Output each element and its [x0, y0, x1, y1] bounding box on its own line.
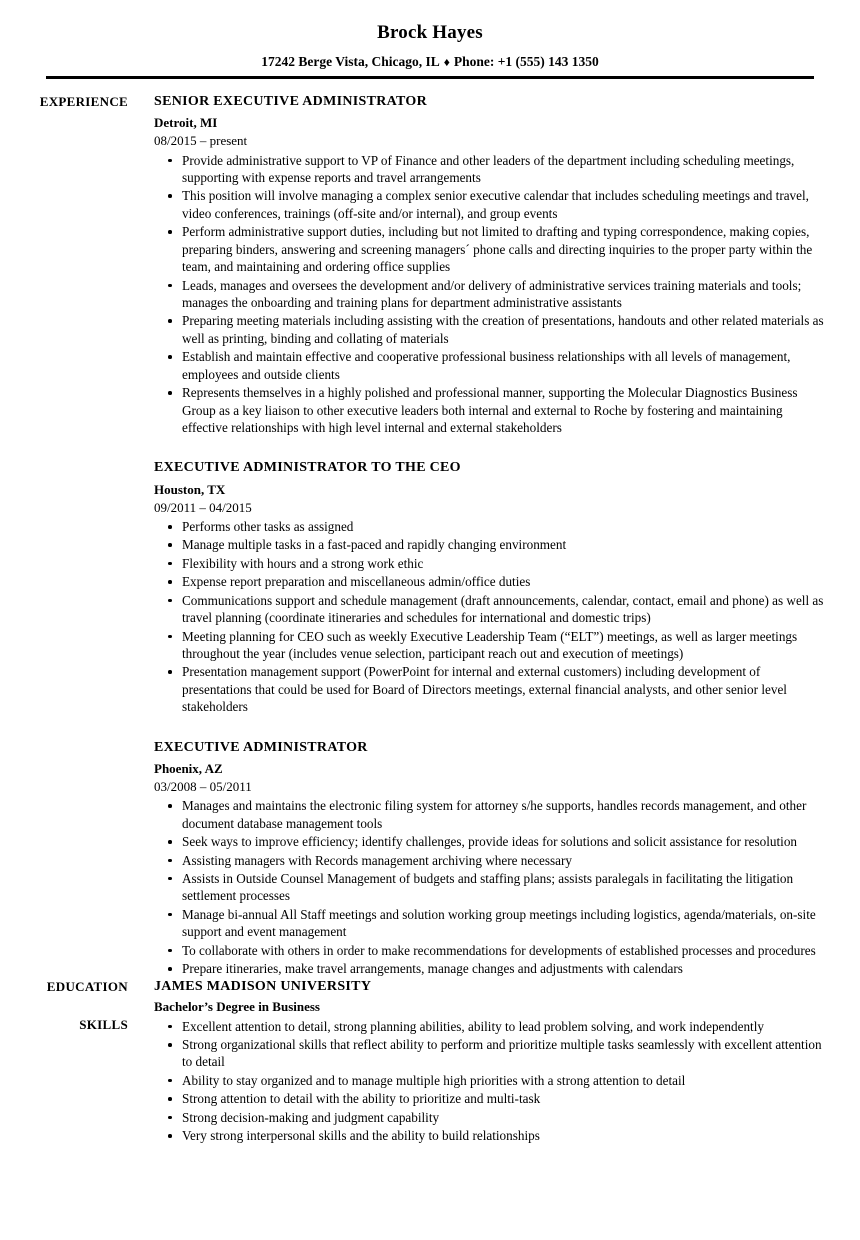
diamond-separator-icon: ♦	[443, 54, 450, 69]
job-location: Detroit, MI	[154, 115, 218, 131]
job-bullet: Meeting planning for CEO such as weekly Executive Leadership Team (“ELT”) meetings, as well as larger meetings throughout the year (includes venue selection, participant reach out and execution of meetings)	[154, 628, 824, 663]
job-entry	[154, 459, 824, 715]
section-education	[0, 978, 860, 1016]
job-bullet: Assists in Outside Counsel Management of budgets and staffing plans; assists paralegals in facilitating the litigation settlement processes	[154, 870, 824, 905]
header-divider	[46, 76, 814, 79]
job-bullet: Seek ways to improve efficiency; identify challenges, provide ideas for solutions and solicit assistance for resolution	[154, 833, 824, 850]
skills-body	[128, 1016, 860, 1145]
job-bullet: Represents themselves in a highly polished and professional manner, supporting the Molecular Diagnostics Business Group as a key liaison to other executive leaders both internal and external to Roche by fostering and maintaining effective relationships with high level internal and external stakeholders	[154, 384, 824, 436]
job-bullet: Flexibility with hours and a strong work ethic	[154, 555, 824, 572]
section-label-experience: EXPERIENCE	[39, 93, 128, 109]
job-title: EXECUTIVE ADMINISTRATOR TO THE CEO	[154, 460, 461, 476]
skill-bullet: Strong decision-making and judgment capability	[154, 1109, 824, 1126]
contact-line	[0, 54, 860, 70]
resume-header	[0, 0, 860, 79]
job-bullet: This position will involve managing a complex senior executive calendar that includes scheduling meetings and travel, video conferences, trainings (off-site and/or internal), and group events	[154, 187, 824, 222]
job-dates: 08/2015 – present	[154, 133, 248, 149]
experience-body	[128, 93, 860, 978]
job-bullet: Provide administrative support to VP of Finance and other leaders of the department including scheduling meetings, supporting with expense reports and travel arrangements	[154, 152, 824, 187]
resume-content	[0, 93, 860, 1145]
job-dates: 03/2008 – 05/2011	[154, 779, 252, 795]
contact-address: 17242 Berge Vista, Chicago, IL	[261, 53, 440, 69]
job-bullet-list	[154, 152, 824, 437]
education-body	[128, 978, 860, 1016]
job-bullet: Establish and maintain effective and cooperative professional business relationships with all levels of management, employees and outside clients	[154, 348, 824, 383]
job-location: Houston, TX	[154, 481, 226, 497]
candidate-name: Brock Hayes	[377, 22, 483, 43]
job-bullet: To collaborate with others in order to make recommendations for developments of established processes and procedures	[154, 942, 824, 959]
section-experience	[0, 93, 860, 978]
job-bullet: Preparing meeting materials including assisting with the creation of presentations, handouts and other related materials as well as printing, binding and collating of materials	[154, 312, 824, 347]
job-entry	[154, 93, 824, 436]
job-dates: 09/2011 – 04/2015	[154, 499, 252, 515]
job-title: SENIOR EXECUTIVE ADMINISTRATOR	[154, 93, 427, 109]
job-bullet: Assisting managers with Records management archiving where necessary	[154, 852, 824, 869]
job-bullet: Communications support and schedule management (draft announcements, calendar, contact, email and phone) as well as travel planning (coordinate itineraries and schedules for international and domestic trips)	[154, 592, 824, 627]
job-bullet: Prepare itineraries, make travel arrangements, manage changes and adjustments with calendars	[154, 960, 824, 977]
job-entry	[154, 739, 824, 978]
job-bullet: Leads, manages and oversees the development and/or delivery of administrative services training materials and tools; manages the onboarding and training plans for department administrative assistants	[154, 277, 824, 312]
job-location: Phoenix, AZ	[154, 761, 223, 777]
job-bullet-list	[154, 518, 824, 716]
job-bullet: Manages and maintains the electronic filing system for attorney s/he supports, handles records management, and other document database management tools	[154, 797, 824, 832]
job-bullet: Expense report preparation and miscellaneous admin/office duties	[154, 573, 824, 590]
skill-bullet: Very strong interpersonal skills and the ability to build relationships	[154, 1127, 824, 1144]
job-bullet-list	[154, 797, 824, 977]
skills-bullet-list	[154, 1018, 824, 1145]
skill-bullet: Strong attention to detail with the ability to prioritize and multi-task	[154, 1090, 824, 1107]
section-label-skills: SKILLS	[79, 1016, 128, 1032]
education-degree: Bachelor’s Degree in Business	[154, 998, 320, 1014]
job-bullet: Manage bi-annual All Staff meetings and solution working group meetings including logistics, agenda/materials, on-site support and event management	[154, 906, 824, 941]
skill-bullet: Strong organizational skills that reflect ability to perform and prioritize multiple tasks seamlessly with excellent attention to detail	[154, 1036, 824, 1071]
job-title: EXECUTIVE ADMINISTRATOR	[154, 739, 368, 755]
job-bullet: Performs other tasks as assigned	[154, 518, 824, 535]
contact-phone: Phone: +1 (555) 143 1350	[453, 53, 599, 69]
job-bullet: Manage multiple tasks in a fast-paced and rapidly changing environment	[154, 536, 824, 553]
education-school: JAMES MADISON UNIVERSITY	[154, 978, 372, 994]
section-skills	[0, 1016, 860, 1145]
skill-bullet: Ability to stay organized and to manage multiple high priorities with a strong attention to detail	[154, 1072, 824, 1089]
job-bullet: Perform administrative support duties, including but not limited to drafting and typing correspondence, making copies, preparing binders, answering and screening managers´ phone calls and directing inquiries to the proper party within the team, and maintaining and ordering office supplies	[154, 223, 824, 275]
skill-bullet: Excellent attention to detail, strong planning abilities, ability to lead problem solving, and work independently	[154, 1018, 824, 1035]
job-bullet: Presentation management support (PowerPoint for internal and external customers) including development of presentations that could be used for Board of Directors meetings, external financial analysts, and other senior level stakeholders	[154, 663, 824, 715]
section-label-education: EDUCATION	[46, 978, 128, 994]
